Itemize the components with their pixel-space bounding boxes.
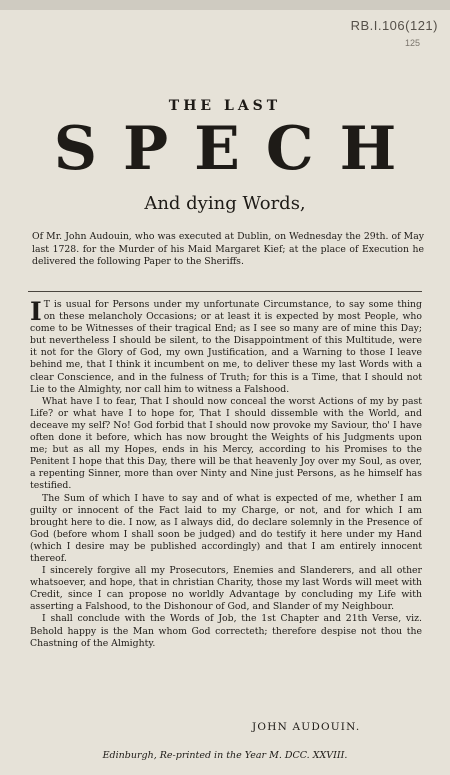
signature: JOHN AUDOUIN. (252, 721, 361, 733)
shelfmark-sub-annotation: 125 (404, 38, 420, 48)
title-top: THE LAST (168, 98, 282, 114)
divider-rule (28, 291, 422, 292)
page-title: SPECH (53, 114, 423, 184)
paragraph-2: What have I to fear, That I should now conceal the worst Actions of my by past Life? or what have I to hope for, That I should dissemble with the World, and deceave my self? No! God forbid that I should now provoke my Saviour, tho' I have often done it before, which has now brought the Weights of his Judgments upon me; but as all my Hopes, ends in his Mercy, according to his Promises to the Penitent I hope that this Day, there will be that heavenly Joy over my Soul, as over, a repenting Sinner, more than over Ninty and Nine just Persons, as he himself has testified. (30, 395, 422, 492)
paragraph-1 (30, 299, 422, 396)
drop-cap: I (30, 297, 42, 326)
paragraph-5: I shall conclude with the Words of Job, the 1st Chapter and 21th Verse, viz. Behold happy is the Man whom God correcteth; therefore despise not thou the Chastning of the Almighty. (30, 613, 422, 649)
paragraph-4: I sincerely forgive all my Prosecutors, Enemies and Slanderers, and all other whatsoever, and hope, that in christian Charity, those my last Words will meet with Credit, since I can propose no worldly Advantage by concluding my Life with asserting a Falshood, to the Dishonour of God, and Slander of my Neighbour. (30, 565, 422, 613)
speech-body (30, 299, 422, 650)
shelfmark-annotation: RB.I.106(121) (350, 18, 438, 33)
intro-paragraph: Of Mr. John Audouin, who was executed at Dublin, on Wednesday the 29th. of May last 1728. for the Murder of his Maid Margaret Kief; at the place of Execution he delivered the following Paper to the Sheriffs. (32, 231, 424, 268)
paragraph-3: The Sum of which I have to say and of what is expected of me, whether I am guilty or innocent of the Fact laid to my Charge, or not, and for which I am brought here to die. I now, as I always did, do declare solemnly in the Presence of God (before whom I shall soon be judged) and do testify it here under my Hand (which I desire may be published accordingly) and that I am entirely innocent thereof. (30, 492, 422, 564)
paragraph-1-text: T is usual for Persons under my unfortunate Circumstance, to say some thing on these melancholy Occasions; or at least it is expected by most People, who come to be Witnesses of their tragical End; as I see so many are of mine this Day; but nevertheless I should be silent, to the Disappointment of this Multitude, were it not for the Glory of God, my own Justification, and a Warning to those I leave behind me, that I think it incumbent on me, to deliver these my last Words with a clear Conscience, and in the fulness of Truth; for this is a Time, that I should not Lie to the Almighty, nor call him to witness a Falshood. (30, 299, 422, 395)
title-subtitle: And dying Words, (144, 193, 306, 214)
imprint-line: Edinburgh, Re-printed in the Year M. DCC. XXVIII. (102, 750, 348, 761)
